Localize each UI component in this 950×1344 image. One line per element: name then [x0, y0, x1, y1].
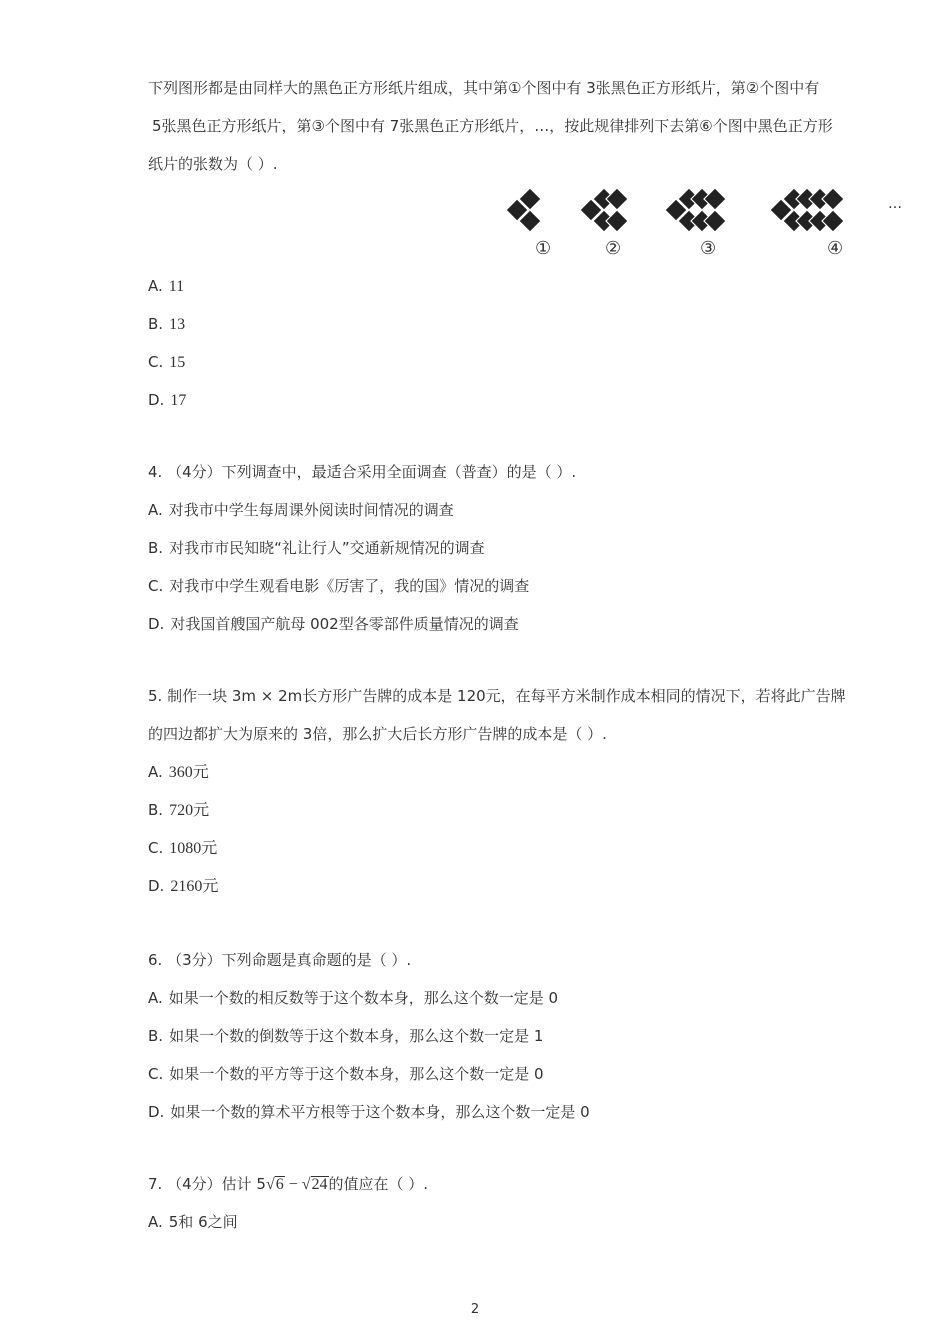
q4-option-a [148, 500, 454, 520]
option-prefix: B. [148, 315, 164, 333]
black-square-tile [704, 188, 726, 210]
option-prefix: C. [148, 1065, 164, 1083]
option-prefix: C. [148, 577, 164, 595]
q5-stem-line-1: 5. 制作一块 3m × 2m长方形广告牌的成本是 120元，在每平方米制作成本相同的情况下，若将此广告牌 [148, 687, 846, 705]
sqrt-symbol: √ [265, 1176, 275, 1193]
q7-stem-prefix: 7. （4分）估计 5 [148, 1175, 266, 1193]
black-square-tile [704, 210, 726, 232]
page-number: 2 [470, 1302, 480, 1317]
option-text: 如果一个数的算术平方根等于这个数本身，那么这个数一定是 0 [170, 1103, 590, 1121]
q6-option-d [148, 1102, 590, 1122]
option-prefix: C. [148, 353, 164, 371]
option-text: 对我市市民知晓“礼让行人”交通新规情况的调查 [169, 539, 485, 557]
q7-stem [148, 1174, 428, 1195]
diamond-patterns [505, 180, 915, 240]
option-text: 对我市中学生观看电影《厉害了，我的国》情况的调查 [169, 577, 530, 595]
q7-minus: − [284, 1176, 302, 1193]
q7-stem-suffix: 的值应在（ ）. [328, 1175, 429, 1193]
q3-option-c [148, 352, 185, 373]
option-text: 1080元 [169, 840, 218, 857]
option-prefix: D. [148, 615, 165, 633]
option-prefix: B. [148, 801, 164, 819]
black-square-tile [606, 188, 628, 210]
q3-stem-line-3: 纸片的张数为（ ）. [148, 155, 278, 173]
figure-label-2: ② [605, 238, 622, 259]
figure-ellipsis: … [888, 196, 902, 212]
pattern-figure-1 [506, 188, 541, 232]
figure-label-3: ③ [700, 238, 717, 259]
q3-stem-line-2: 5张黑色正方形纸片，第③个图中有 7张黑色正方形纸片，…，按此规律排列下去第⑥个图中黑色正方形 [152, 117, 833, 135]
q4-stem: 4. （4分）下列调查中，最适合采用全面调查（普查）的是（ ）. [148, 463, 577, 481]
pattern-figure-2 [580, 188, 628, 232]
q7-option-a [148, 1212, 238, 1232]
black-square-tile [822, 210, 844, 232]
option-prefix: A. [148, 501, 163, 519]
q3-pattern-figure [505, 180, 915, 270]
q5-option-d [148, 876, 218, 897]
pattern-figure-4 [770, 188, 844, 232]
q6-option-a [148, 988, 558, 1008]
option-prefix: A. [148, 277, 163, 295]
option-prefix: A. [148, 1213, 163, 1231]
q4-option-c [148, 576, 529, 596]
q7-radicand-1: 6 [275, 1176, 284, 1193]
q5-option-c [148, 838, 217, 859]
option-text: 对我国首艘国产航母 002型各零部件质量情况的调查 [170, 615, 519, 633]
pattern-figure-3 [665, 188, 726, 232]
q6-option-c [148, 1064, 544, 1084]
black-square-tile [606, 210, 628, 232]
q3-option-b [148, 314, 185, 335]
figure-label-1: ① [535, 238, 552, 259]
option-prefix: A. [148, 763, 163, 781]
figure-label-4: ④ [827, 238, 844, 259]
option-prefix: B. [148, 1027, 164, 1045]
q6-option-b [148, 1026, 543, 1046]
option-text: 15 [169, 354, 186, 371]
option-text: 17 [170, 392, 187, 409]
q5-option-b [148, 800, 209, 821]
q5-stem-line-2: 的四边都扩大为原来的 3倍，那么扩大后长方形广告牌的成本是（ ）. [148, 725, 607, 743]
option-prefix: D. [148, 391, 165, 409]
option-text: 如果一个数的平方等于这个数本身，那么这个数一定是 0 [169, 1065, 544, 1083]
option-text: 360元 [168, 764, 209, 781]
option-text: 11 [168, 278, 185, 295]
option-text: 如果一个数的倒数等于这个数本身，那么这个数一定是 1 [169, 1027, 544, 1045]
option-text: 720元 [169, 802, 210, 819]
option-prefix: A. [148, 989, 163, 1007]
q6-stem: 6. （3分）下列命题是真命题的是（ ）. [148, 951, 412, 969]
option-text: 如果一个数的相反数等于这个数本身，那么这个数一定是 0 [168, 989, 559, 1007]
black-square-tile [822, 188, 844, 210]
sqrt-symbol: √ [301, 1176, 311, 1193]
q4-option-b [148, 538, 485, 558]
option-prefix: D. [148, 877, 165, 895]
option-text: 13 [169, 316, 186, 333]
q3-option-d [148, 390, 186, 411]
q7-radicand-2: 24 [311, 1176, 328, 1193]
option-prefix: B. [148, 539, 164, 557]
option-text: 2160元 [170, 878, 219, 895]
option-text: 对我市中学生每周课外阅读时间情况的调查 [168, 501, 454, 519]
option-text: 5和 6之间 [168, 1213, 238, 1231]
q5-option-a [148, 762, 209, 783]
q4-option-d [148, 614, 519, 634]
option-prefix: C. [148, 839, 164, 857]
option-prefix: D. [148, 1103, 165, 1121]
q3-option-a [148, 276, 184, 297]
q3-stem-line-1: 下列图形都是由同样大的黑色正方形纸片组成，其中第①个图中有 3张黑色正方形纸片，第②个图中有 [148, 79, 820, 97]
